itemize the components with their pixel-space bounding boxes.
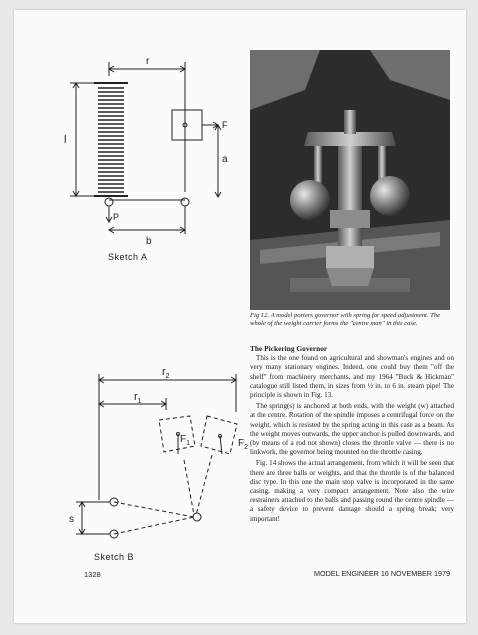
sketch-b-label-r2: $r_2$: [162, 366, 170, 380]
sketch-a-label-r: r: [146, 56, 150, 67]
sketch-a-label-f: F: [222, 120, 228, 130]
sketch-a-diagram: [60, 50, 250, 250]
sketch-b-diagram: [54, 360, 254, 550]
sketch-a-label-p: P: [113, 212, 120, 222]
article-heading: The Pickering Governor: [250, 344, 328, 353]
article-paragraph: Fig. 14 shows the actual arrangement, from which it will be seen that there are three balls or weights, and that the throttle is of the balanced disc type. In this one the main stop valve is incorporated in the same casing, making a very compact arrangement. Note also the wire restrainers attached to the balls and passing round the centre spindle — a safety device to prevent damage should a spring break; very important!: [250, 459, 454, 523]
sketch-a-label-l: l: [64, 134, 67, 146]
article-paragraph: This is the one found on agricultural and showman's engines and on very many stationary engines. Indeed, one could buy them "off the shelf" from machinery merchants, and my 1964 "Buck & Hickman" catalogue still listed them, in sizes from ½ in. to 6 in. steam pipe! The principle is shown in Fig. 13.: [250, 354, 454, 400]
sketch-b-title: Sketch B: [94, 552, 135, 562]
sketch-b-label-f2: $F_2$: [238, 438, 249, 451]
sketch-a-title: Sketch A: [108, 252, 148, 262]
sketch-a-label-b: b: [146, 236, 152, 247]
magazine-page: [14, 10, 466, 623]
sketch-a-label-a: a: [222, 154, 228, 165]
governor-photo-image: [250, 50, 450, 310]
sketch-b-label-s: s: [69, 514, 74, 525]
publication-line: MODEL ENGINEER 16 NOVEMBER 1979: [314, 569, 450, 578]
sketch-b-label-r1: $r_1$: [134, 391, 142, 405]
article-body: [250, 344, 454, 526]
page-number: 1328: [84, 570, 101, 579]
figure-caption: Fig 12. A model porters governor with spring for speed adjustment. The whole of the weight carrier forms the "centre man" in this case.: [250, 312, 441, 328]
article-paragraph: The spring(s) is anchored at both ends, with the weight (w) attached at the centre. Rotation of the spindle imposes a centrifugal force on the weight, which is resisted by the spring acting in this case as a beam. As the weight moves outwards, the upper anchor is pulled downwards, and (by means of a rod not shown) closes the throttle valve — there is no linkwork, the governor being mounted on the throttle casing.: [250, 402, 454, 457]
sketch-b-label-f1: $F_1$: [180, 434, 191, 447]
governor-photo: [250, 50, 450, 310]
